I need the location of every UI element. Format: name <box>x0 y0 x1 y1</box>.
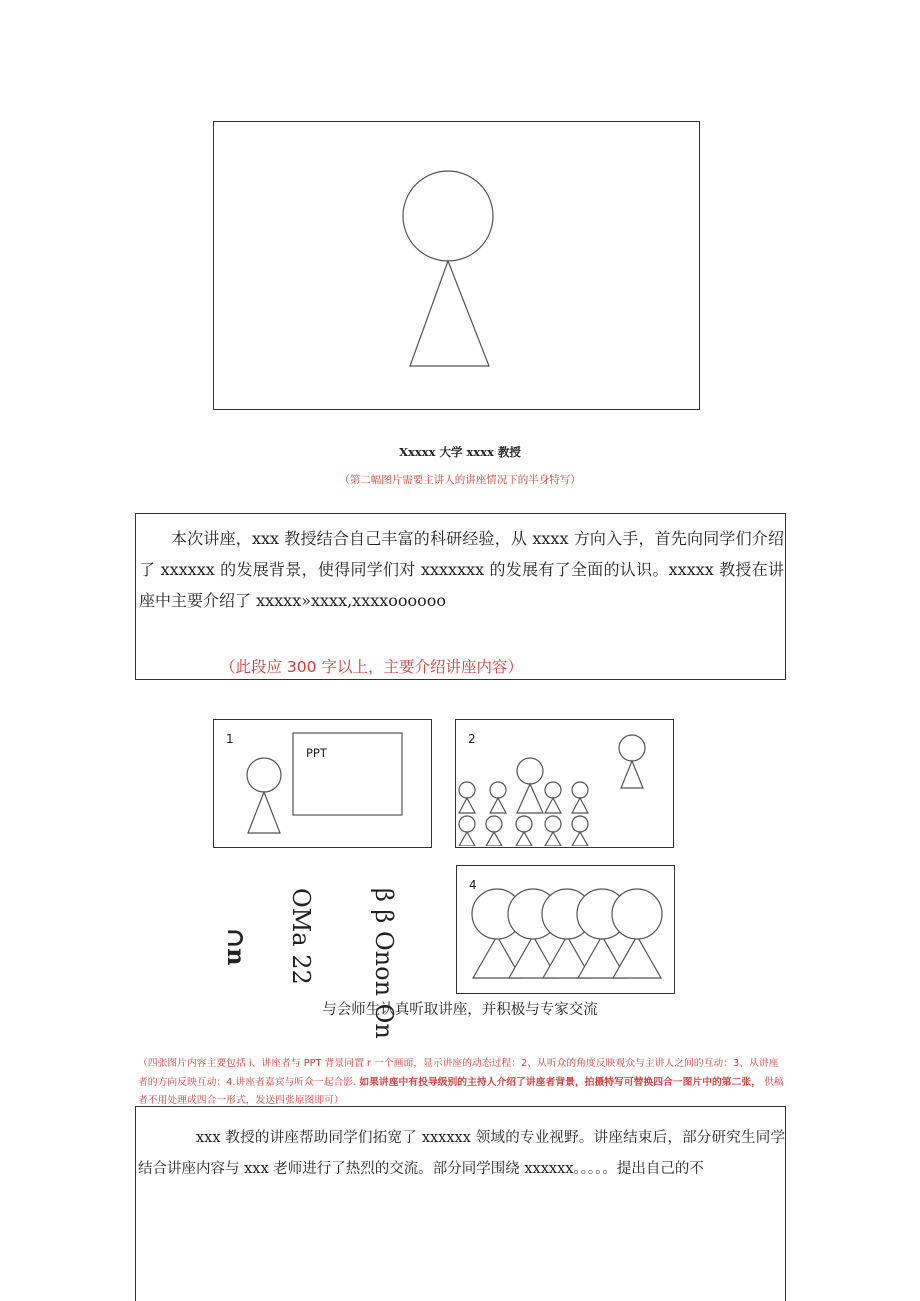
photo-caption: Xxxxx 大学 xxxx 教授 <box>399 445 521 459</box>
panel-audience <box>455 719 674 848</box>
panel-number: 2 <box>468 732 476 746</box>
photo-instructions <box>138 1055 788 1111</box>
instructions-part1: （四张图片内容主要包括 i、讲座者与 PPT 背景同置 r 一个画面，显示讲座的动态过程：2、从听众的角度反映观众与主讲人之间的互动：3、从讲座者的方向反映互动：4.讲座者嘉宾与听众一起合影. <box>138 1058 779 1088</box>
garbled-text-column: ∩n <box>222 928 251 966</box>
photo-note: （第二幅图片需要主讲人的讲座情况下的半身特写） <box>339 474 581 486</box>
garbled-text-column: β β Onon On <box>370 888 398 1039</box>
audience-figures-icon <box>456 720 672 846</box>
panel-group-photo <box>456 865 675 994</box>
speaker-photo-placeholder <box>213 121 700 410</box>
speaker-figure-icon <box>214 122 698 408</box>
instructions-part3: 供稿者不用处理成四合一形式，发送四张原图即可） <box>138 1076 784 1106</box>
summary-hint: （此段应 300 字以上，主要介绍讲座内容） <box>220 658 523 676</box>
group-figures-icon <box>457 866 673 992</box>
speaker-figure-icon <box>214 720 430 846</box>
garbled-text-column: OMa 22 <box>287 888 315 985</box>
panels-caption: 与会师生认真听取讲座，并积极与专家交流 <box>322 1002 598 1018</box>
closing-box <box>135 1106 786 1301</box>
summary-text: 本次讲座，xxx 教授结合自己丰富的科研经验，从 xxxx 方向入手，首先向同学们介绍了 xxxxxx 的发展背景，使得同学们对 xxxxxxx 的发展有了全面的认识。xxxxx 教授在讲座中主要介绍了 xxxxx»xxxx,xxxxoooooo <box>139 529 784 610</box>
instructions-part2: 如果讲座中有投导级别的主持人介绍了讲座者背景，拍摄特写可替换四合一图片中的第二张， <box>359 1076 761 1088</box>
closing-text: xxx 教授的讲座帮助同学们拓宽了 xxxxxx 领域的专业视野。讲座结束后，部分研究生同学结合讲座内容与 xxx 老师进行了热烈的交流。部分同学围绕 xxxxxx。。。。。提出自己的不 <box>138 1130 785 1177</box>
panel-speaker-ppt <box>213 719 432 848</box>
panel-number: 1 <box>226 732 234 746</box>
ppt-label: PPT <box>306 746 327 760</box>
panel-number: 4 <box>469 878 477 892</box>
